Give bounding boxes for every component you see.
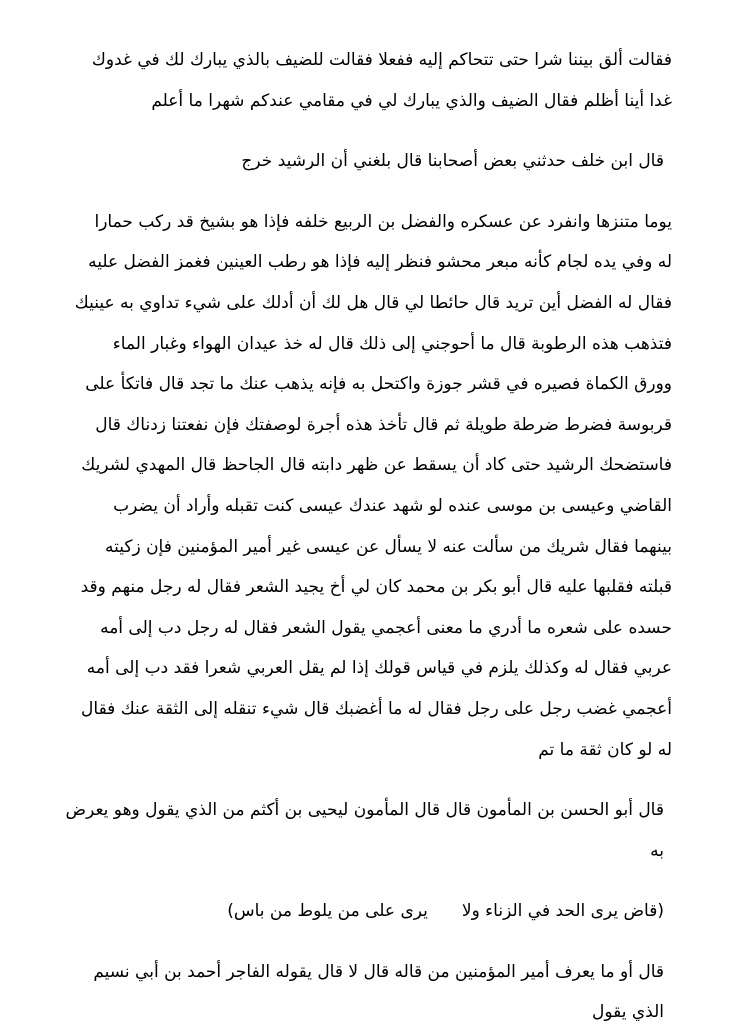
- text-line: يوما متنزها وانفرد عن عسكره والفضل بن الربيع خلفه فإذا هو بشيخ قد ركب حمارا: [94, 211, 672, 232]
- paragraph: [60, 40, 672, 121]
- text-line: الذي يقول: [591, 1002, 664, 1023]
- text-line: به: [650, 840, 664, 861]
- verse-first-hemistich: (قاض يرى الحد في الزناء ولا: [461, 901, 664, 922]
- poem-verse: [60, 891, 672, 932]
- paragraph: [60, 952, 672, 1033]
- text-line: قال ابن خلف حدثني بعض أصحابنا قال بلغني أن الرشيد خرج: [241, 151, 664, 172]
- text-line: حسده على شعره ما أدري ما معنى أعجمي يقول الشعر فقال له رجل دب إلى أمه: [100, 617, 672, 638]
- text-line: عربي فقال له وكذلك يلزم في قياس قولك إذا لم يقل العربي شعرا فقد دب إلى أمه: [86, 658, 672, 679]
- text-line: بينهما فقال شريك من سألت عنه لا يسأل عن عيسى غير أمير المؤمنين فإن زكيته: [104, 536, 672, 557]
- paragraph: [60, 790, 672, 871]
- document-page: [60, 40, 672, 1033]
- text-line: قال أو ما يعرف أمير المؤمنين من قاله قال لا قال يقوله الفاجر أحمد بن أبي نسيم: [93, 961, 664, 982]
- paragraph: [60, 202, 672, 770]
- text-line: فتذهب هذه الرطوبة قال ما أحوجني إلى ذلك قال له خذ عيدان الهواء وغبار الماء: [112, 333, 672, 354]
- text-line: له لو كان ثقة ما تم: [538, 739, 672, 760]
- text-line: قبلته فقلبها عليه قال أبو بكر بن محمد كان لي أخ يجيد الشعر فقال له رجل منهم وقد: [80, 577, 672, 598]
- text-line: أعجمي غضب رجل على رجل فقال له ما أغضبك قال شيء تنقله إلى الثقة عنك فقال: [81, 698, 672, 719]
- text-line: له وفي يده لجام كأنه مبعر محشو فنظر إليه فإذا هو رطب العينين فغمز الفضل عليه: [88, 252, 672, 273]
- text-line: فاستضحك الرشيد حتى كاد أن يسقط عن ظهر دابته قال الجاحظ قال المهدي لشريك: [81, 455, 672, 476]
- text-line: غدا أينا أظلم فقال الضيف والذي يبارك لي في مقامي عندكم شهرا ما أعلم: [151, 90, 672, 111]
- text-line: قربوسة فضرط ضرطة طويلة ثم قال تأخذ هذه أجرة لوصفتك فإن نفعتنا زدناك قال: [95, 414, 672, 435]
- paragraph: [60, 141, 672, 182]
- text-line: وورق الكماة فصيره في قشر جوزة واكتحل به فإنه يذهب عنك ما تجد قال فاتكأ على: [85, 374, 672, 395]
- text-line: قال أبو الحسن بن المأمون قال قال المأمون ليحيى بن أكثم من الذي يقول وهو يعرض: [65, 800, 664, 821]
- text-line: القاضي وعيسى بن موسى عنده لو شهد عندك عيسى كنت تقبله وأراد أن يضرب: [113, 495, 672, 516]
- text-line: فقالت ألق بيننا شرا حتى تتحاكم إليه ففعلا فقالت للضيف بالذي يبارك لك في غدوك: [91, 50, 672, 70]
- text-line: فقال له الفضل أين تريد قال حائطا لي قال هل لك أن أدلك على شيء تداوي به عينيك: [74, 292, 672, 313]
- verse-second-hemistich: يرى على من يلوط من باس): [227, 901, 428, 922]
